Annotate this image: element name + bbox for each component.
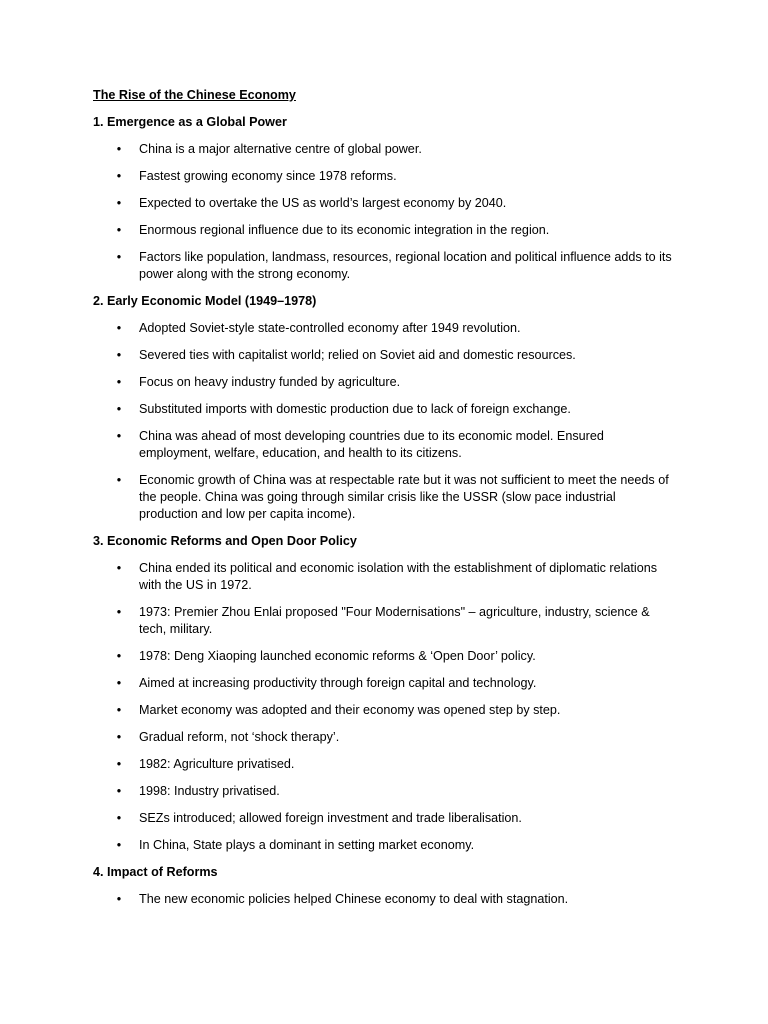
list-item xyxy=(93,320,676,337)
list-item xyxy=(93,891,676,908)
bullet-icon: • xyxy=(116,250,122,264)
list-item-text: SEZs introduced; allowed foreign investment and trade liberalisation. xyxy=(139,811,522,825)
list-item-text: 1998: Industry privatised. xyxy=(139,784,280,798)
list-item xyxy=(93,168,676,185)
bullet-icon: • xyxy=(116,142,122,156)
bullet-icon: • xyxy=(116,605,122,619)
list-item-text: 1982: Agriculture privatised. xyxy=(139,757,295,771)
bullet-icon: • xyxy=(116,375,122,389)
list-item xyxy=(93,222,676,239)
list-item xyxy=(93,810,676,827)
bullet-icon: • xyxy=(116,811,122,825)
list-item-text: 1978: Deng Xiaoping launched economic reforms & ‘Open Door’ policy. xyxy=(139,649,536,663)
list-item xyxy=(93,604,676,638)
section-heading: 2. Early Economic Model (1949–1978) xyxy=(93,294,317,308)
list-item-text: Factors like population, landmass, resources, regional location and political influence adds to its power along with the strong economy. xyxy=(139,250,672,281)
list-item-text: Aimed at increasing productivity through foreign capital and technology. xyxy=(139,676,537,690)
list-item-text: China ended its political and economic isolation with the establishment of diplomatic relations with the US in 1972. xyxy=(139,561,658,592)
bullet-icon: • xyxy=(116,757,122,771)
bullet-list xyxy=(93,891,676,908)
list-item-text: Expected to overtake the US as world’s largest economy by 2040. xyxy=(139,196,507,210)
list-item-text: Focus on heavy industry funded by agriculture. xyxy=(139,375,401,389)
bullet-icon: • xyxy=(116,473,122,487)
list-item xyxy=(93,141,676,158)
list-item-text: In China, State plays a dominant in setting market economy. xyxy=(139,838,475,852)
list-item-text: Severed ties with capitalist world; relied on Soviet aid and domestic resources. xyxy=(139,348,576,362)
list-item-text: Substituted imports with domestic production due to lack of foreign exchange. xyxy=(139,402,571,416)
list-item-text: Market economy was adopted and their economy was opened step by step. xyxy=(139,703,561,717)
list-item xyxy=(93,729,676,746)
list-item xyxy=(93,648,676,665)
bullet-icon: • xyxy=(116,169,122,183)
list-item xyxy=(93,428,676,462)
bullet-icon: • xyxy=(116,348,122,362)
list-item xyxy=(93,675,676,692)
bullet-icon: • xyxy=(116,429,122,443)
document-title: The Rise of the Chinese Economy xyxy=(93,88,296,102)
list-item xyxy=(93,249,676,283)
list-item xyxy=(93,783,676,800)
list-item xyxy=(93,374,676,391)
list-item-text: Adopted Soviet-style state-controlled economy after 1949 revolution. xyxy=(139,321,521,335)
bullet-list xyxy=(93,560,676,854)
list-item-text: Enormous regional influence due to its economic integration in the region. xyxy=(139,223,550,237)
section-heading: 1. Emergence as a Global Power xyxy=(93,115,287,129)
document-body xyxy=(93,114,676,908)
list-item xyxy=(93,347,676,364)
list-item xyxy=(93,837,676,854)
list-item xyxy=(93,756,676,773)
list-item-text: China was ahead of most developing countries due to its economic model. Ensured employment, welfare, education, and health to its citizens. xyxy=(139,429,604,460)
list-item-text: 1973: Premier Zhou Enlai proposed "Four Modernisations" – agriculture, industry, science & tech, military. xyxy=(139,605,650,636)
bullet-icon: • xyxy=(116,730,122,744)
bullet-list xyxy=(93,141,676,283)
list-item xyxy=(93,472,676,523)
list-item-text: Fastest growing economy since 1978 reforms. xyxy=(139,169,397,183)
bullet-list xyxy=(93,320,676,523)
list-item xyxy=(93,401,676,418)
bullet-icon: • xyxy=(116,321,122,335)
bullet-icon: • xyxy=(116,223,122,237)
list-item-text: Gradual reform, not ‘shock therapy’. xyxy=(139,730,340,744)
bullet-icon: • xyxy=(116,784,122,798)
bullet-icon: • xyxy=(116,649,122,663)
bullet-icon: • xyxy=(116,838,122,852)
bullet-icon: • xyxy=(116,402,122,416)
section-heading: 3. Economic Reforms and Open Door Policy xyxy=(93,534,357,548)
bullet-icon: • xyxy=(116,561,122,575)
list-item xyxy=(93,702,676,719)
bullet-icon: • xyxy=(116,892,122,906)
list-item xyxy=(93,195,676,212)
list-item xyxy=(93,560,676,594)
bullet-icon: • xyxy=(116,196,122,210)
bullet-icon: • xyxy=(116,676,122,690)
section-heading: 4. Impact of Reforms xyxy=(93,865,218,879)
list-item-text: The new economic policies helped Chinese economy to deal with stagnation. xyxy=(139,892,569,906)
list-item-text: China is a major alternative centre of global power. xyxy=(139,142,422,156)
bullet-icon: • xyxy=(116,703,122,717)
list-item-text: Economic growth of China was at respectable rate but it was not sufficient to meet the needs of the people. China was going through similar crisis like the USSR (slow pace industrial production and low per capita income). xyxy=(139,473,669,521)
